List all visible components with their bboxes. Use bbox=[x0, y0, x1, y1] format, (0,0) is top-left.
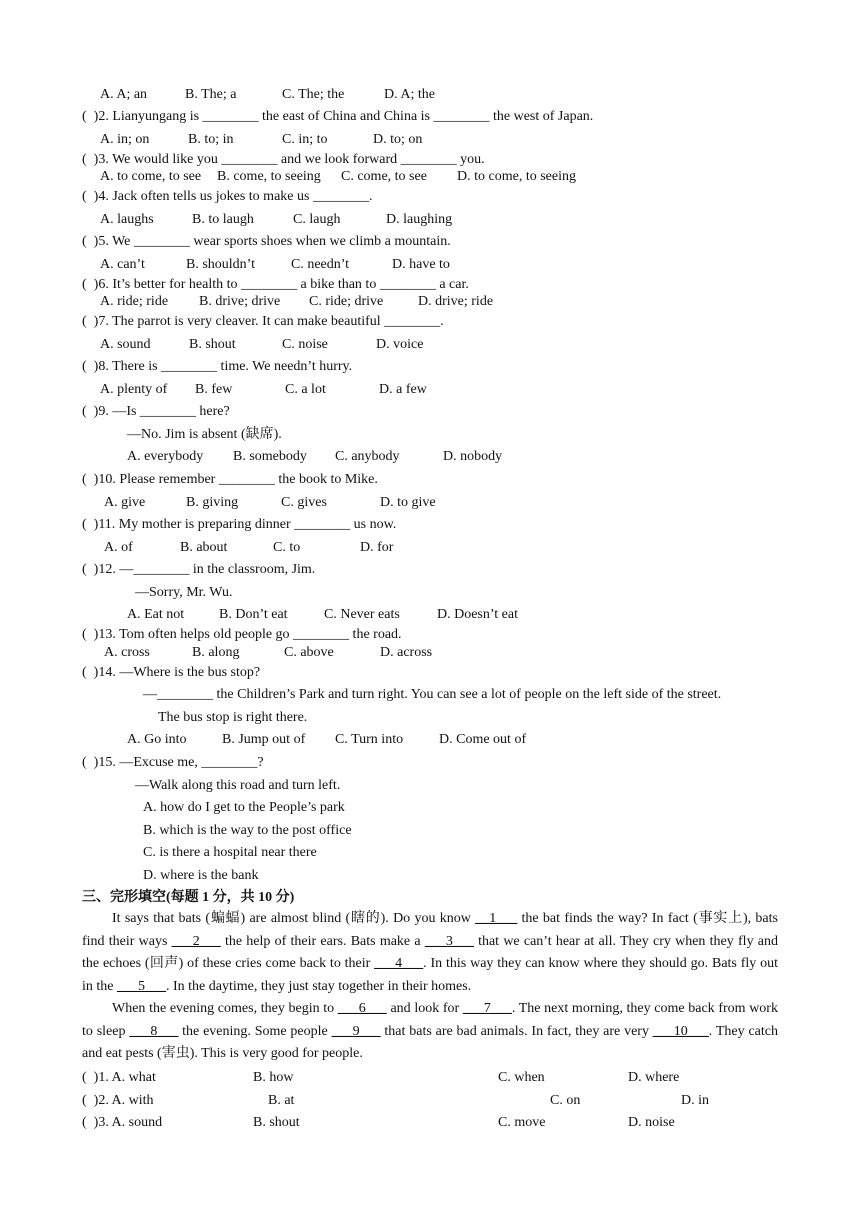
q14-option-a: A. Go into bbox=[127, 732, 187, 747]
q9-response: —No. Jim is absent (缺席). bbox=[127, 427, 282, 442]
q12-option-c: C. Never eats bbox=[324, 607, 400, 622]
q5-stem: ( )5. We ________ wear sports shoes when we climb a mountain. bbox=[82, 234, 451, 249]
cloze-q3-option-d: D. noise bbox=[628, 1115, 675, 1130]
cloze-q3-option-a: ( )3. A. sound bbox=[82, 1115, 163, 1130]
q4-option-d: D. laughing bbox=[386, 212, 453, 227]
q7-option-b: B. shout bbox=[189, 337, 236, 352]
q15-option-c: C. is there a hospital near there bbox=[143, 845, 317, 860]
q5-option-d: D. have to bbox=[392, 257, 450, 272]
q10-option-c: C. gives bbox=[281, 495, 327, 510]
q8-option-d: D. a few bbox=[379, 382, 427, 397]
q10-stem: ( )10. Please remember ________ the book to Mike. bbox=[82, 472, 378, 487]
q12-response: —Sorry, Mr. Wu. bbox=[135, 585, 233, 600]
q9-option-a: A. everybody bbox=[127, 449, 204, 464]
cloze-paragraph-2: When the evening comes, they begin to ___6___ and look for ___7___. The next morning, they come back from work to sleep ___8___ the evening. Some people ___9___ that bats are bad animals. In fact, they are very ___10___. They catch and eat pests (害虫). This is very good for people. bbox=[82, 1001, 778, 1062]
q8-option-c: C. a lot bbox=[285, 382, 326, 397]
q1-option-c: C. The; the bbox=[282, 87, 345, 102]
q5-option-b: B. shouldn’t bbox=[186, 257, 255, 272]
q13-option-c: C. above bbox=[284, 645, 334, 660]
section-heading-cloze: 三、完形填空(每题 1 分，共 10 分) bbox=[82, 890, 295, 905]
q10-option-a: A. give bbox=[104, 495, 146, 510]
q1-option-d: D. A; the bbox=[384, 87, 435, 102]
blank-5: ___5___ bbox=[117, 978, 166, 994]
q5-option-a: A. can’t bbox=[100, 257, 145, 272]
q11-option-b: B. about bbox=[180, 540, 228, 555]
cloze-q2-option-c: C. on bbox=[550, 1093, 581, 1108]
cloze-paragraph-1: It says that bats (蝙蝠) are almost blind (瞎的). Do you know __1___ the bat finds the way? In fact (事实上), bats find their ways ___2___ the help of their ears. Bats make a ___3___ that we can’t hear at all. They cry when they fly and the echoes (回声) of these cries come back to their ___4___. In this way they can know where they should go. Bats fly out in the ___5___. In the daytime, they just stay together in their homes. bbox=[82, 911, 779, 994]
q11-option-a: A. of bbox=[104, 540, 133, 555]
q4-stem: ( )4. Jack often tells us jokes to make us ________. bbox=[82, 189, 373, 204]
blank-4: ___4___ bbox=[374, 956, 424, 972]
q8-option-a: A. plenty of bbox=[100, 382, 168, 397]
q9-stem: ( )9. —Is ________ here? bbox=[82, 404, 230, 419]
q7-option-a: A. sound bbox=[100, 337, 151, 352]
blank-8: ___8___ bbox=[129, 1023, 179, 1039]
q11-option-d: D. for bbox=[360, 540, 394, 555]
q4-option-c: C. laugh bbox=[293, 212, 341, 227]
q14-response: —________ the Children’s Park and turn right. You can see a lot of people on the left side of the street. bbox=[143, 687, 722, 702]
q2-option-a: A. in; on bbox=[100, 132, 150, 147]
cloze-q1-option-b: B. how bbox=[253, 1070, 294, 1085]
q7-option-c: C. noise bbox=[282, 337, 328, 352]
blank-3: ___3___ bbox=[424, 933, 474, 949]
cloze-q2-option-a: ( )2. A. with bbox=[82, 1093, 154, 1108]
cloze-q1-option-a: ( )1. A. what bbox=[82, 1070, 156, 1085]
q13-stem: ( )13. Tom often helps old people go ________ the road. bbox=[82, 627, 402, 642]
q2-stem: ( )2. Lianyungang is ________ the east of China and China is ________ the west of Japan. bbox=[82, 109, 594, 124]
q15-response: —Walk along this road and turn left. bbox=[135, 778, 341, 793]
cloze-q3-option-b: B. shout bbox=[253, 1115, 300, 1130]
q6-option-a: A. ride; ride bbox=[100, 294, 169, 309]
blank-1: __1___ bbox=[475, 911, 518, 926]
q2-option-b: B. to; in bbox=[188, 132, 234, 147]
cloze-q1-option-c: C. when bbox=[498, 1070, 545, 1085]
q12-option-a: A. Eat not bbox=[127, 607, 185, 622]
q11-stem: ( )11. My mother is preparing dinner ________ us now. bbox=[82, 517, 397, 532]
q14-option-d: D. Come out of bbox=[439, 732, 527, 747]
q12-stem: ( )12. —________ in the classroom, Jim. bbox=[82, 562, 316, 577]
q15-option-d: D. where is the bank bbox=[143, 868, 259, 883]
q5-option-c: C. needn’t bbox=[291, 257, 350, 272]
q2-option-c: C. in; to bbox=[282, 132, 328, 147]
q6-option-c: C. ride; drive bbox=[309, 294, 384, 309]
q12-option-d: D. Doesn’t eat bbox=[437, 607, 518, 622]
q9-option-d: D. nobody bbox=[443, 449, 503, 464]
blank-6: ___6___ bbox=[337, 1001, 387, 1016]
q14-stem: ( )14. —Where is the bus stop? bbox=[82, 665, 261, 680]
q6-option-d: D. drive; ride bbox=[418, 294, 494, 309]
q10-option-b: B. giving bbox=[186, 495, 239, 510]
q10-option-d: D. to give bbox=[380, 495, 436, 510]
q7-option-d: D. voice bbox=[376, 337, 424, 352]
q14-option-b: B. Jump out of bbox=[222, 732, 306, 747]
cloze-q1-option-d: D. where bbox=[628, 1070, 680, 1085]
q1-option-b: B. The; a bbox=[185, 87, 237, 102]
q9-option-b: B. somebody bbox=[233, 449, 307, 464]
blank-7: ___7___ bbox=[462, 1001, 512, 1016]
q3-option-c: C. come, to see bbox=[341, 169, 427, 184]
q6-stem: ( )6. It’s better for health to ________ a bike than to ________ a car. bbox=[82, 277, 469, 292]
q13-option-d: D. across bbox=[380, 645, 433, 660]
cloze-q3-option-c: C. move bbox=[498, 1115, 546, 1130]
q3-option-a: A. to come, to see bbox=[100, 169, 202, 184]
q4-option-a: A. laughs bbox=[100, 212, 154, 227]
q15-option-b: B. which is the way to the post office bbox=[143, 823, 352, 838]
q11-option-c: C. to bbox=[273, 540, 301, 555]
q9-option-c: C. anybody bbox=[335, 449, 400, 464]
q4-option-b: B. to laugh bbox=[192, 212, 254, 227]
q14-response-cont: The bus stop is right there. bbox=[158, 710, 308, 725]
q3-stem: ( )3. We would like you ________ and we look forward ________ you. bbox=[82, 152, 485, 167]
q15-option-a: A. how do I get to the People’s park bbox=[143, 800, 345, 815]
q3-option-d: D. to come, to seeing bbox=[457, 169, 576, 184]
q2-option-d: D. to; on bbox=[373, 132, 423, 147]
blank-10: ___10___ bbox=[652, 1023, 709, 1039]
q7-stem: ( )7. The parrot is very cleaver. It can make beautiful ________. bbox=[82, 314, 444, 329]
q6-option-b: B. drive; drive bbox=[199, 294, 281, 309]
blank-9: ___9___ bbox=[331, 1023, 381, 1039]
q8-stem: ( )8. There is ________ time. We needn’t hurry. bbox=[82, 359, 353, 374]
q12-option-b: B. Don’t eat bbox=[219, 607, 288, 622]
q3-option-b: B. come, to seeing bbox=[217, 169, 321, 184]
cloze-q2-option-d: D. in bbox=[681, 1093, 709, 1108]
q1-option-a: A. A; an bbox=[100, 87, 148, 102]
q13-option-b: B. along bbox=[192, 645, 240, 660]
q8-option-b: B. few bbox=[195, 382, 233, 397]
q14-option-c: C. Turn into bbox=[335, 732, 404, 747]
q15-stem: ( )15. —Excuse me, ________? bbox=[82, 755, 264, 770]
q13-option-a: A. cross bbox=[104, 645, 150, 660]
blank-2: ___2___ bbox=[171, 933, 221, 949]
cloze-q2-option-b: B. at bbox=[268, 1093, 295, 1108]
